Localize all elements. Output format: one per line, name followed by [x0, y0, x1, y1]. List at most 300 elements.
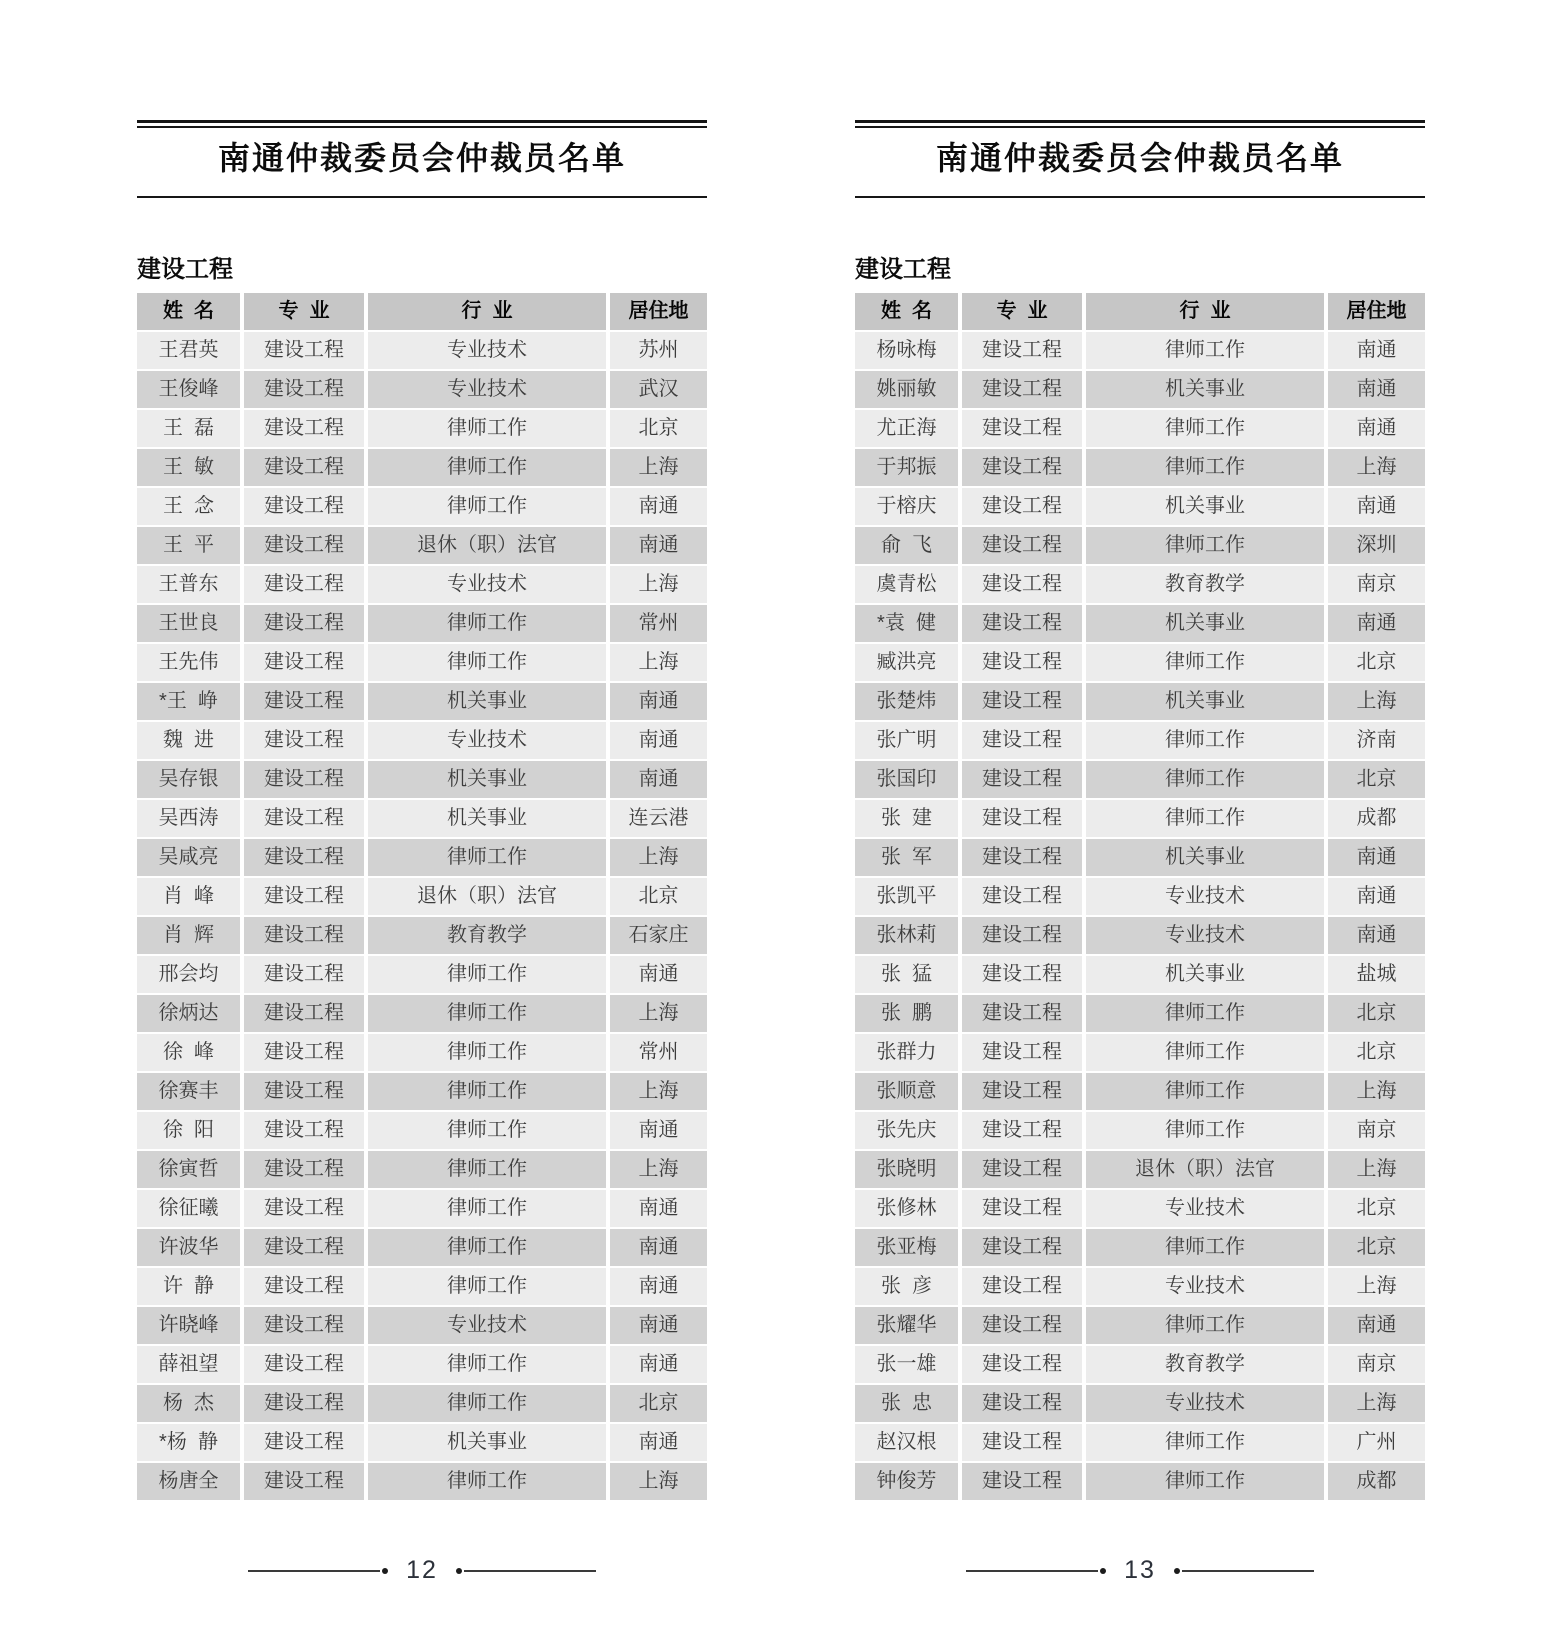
table-cell: 机关事业 [1086, 371, 1324, 408]
table-cell: 上海 [1328, 449, 1425, 486]
table-cell: 专业技术 [368, 371, 606, 408]
table-cell: 上海 [1328, 1385, 1425, 1422]
table-cell: 建设工程 [962, 566, 1082, 603]
table-cell: 机关事业 [368, 800, 606, 837]
table-cell: 张 猛 [855, 956, 958, 993]
table-cell: 杨咏梅 [855, 332, 958, 369]
table-cell: 张凯平 [855, 878, 958, 915]
table-cell: 律师工作 [368, 449, 606, 486]
table-cell: 退休（职）法官 [1086, 1151, 1324, 1188]
table-cell: 建设工程 [962, 800, 1082, 837]
table-cell: 尤正海 [855, 410, 958, 447]
page-footer [137, 1556, 707, 1585]
table-row [855, 1307, 1425, 1344]
table-cell: 律师工作 [368, 410, 606, 447]
table-cell: 南通 [1328, 839, 1425, 876]
table-cell: 建设工程 [962, 1346, 1082, 1383]
table-cell: 建设工程 [244, 1424, 364, 1461]
table-cell: 肖 峰 [137, 878, 240, 915]
table-row [855, 1346, 1425, 1383]
footer-right-dot [456, 1568, 462, 1574]
table-cell: 许 静 [137, 1268, 240, 1305]
table-cell: 建设工程 [244, 1073, 364, 1110]
table-cell: 张 鹏 [855, 995, 958, 1032]
table-cell: 北京 [1328, 1034, 1425, 1071]
table-cell: 律师工作 [368, 995, 606, 1032]
column-header: 姓 名 [137, 293, 240, 330]
table-cell: 南通 [610, 722, 707, 759]
table-cell: 建设工程 [962, 1385, 1082, 1422]
table-cell: *王 峥 [137, 683, 240, 720]
table-cell: 律师工作 [1086, 449, 1324, 486]
table-cell: 王先伟 [137, 644, 240, 681]
table-cell: 臧洪亮 [855, 644, 958, 681]
table-cell: 南通 [610, 761, 707, 798]
table-row [137, 449, 707, 486]
table-row [137, 761, 707, 798]
table-cell: 律师工作 [1086, 1112, 1324, 1149]
table-cell: 建设工程 [244, 917, 364, 954]
table-cell: 律师工作 [1086, 1073, 1324, 1110]
footer-left-line [248, 1570, 380, 1572]
table-cell: 建设工程 [244, 956, 364, 993]
table-row [855, 878, 1425, 915]
table-cell: 南通 [610, 1268, 707, 1305]
table-cell: 建设工程 [244, 332, 364, 369]
table-cell: 王 念 [137, 488, 240, 525]
table-row [855, 410, 1425, 447]
table-cell: 南通 [1328, 332, 1425, 369]
table-cell: 建设工程 [244, 1112, 364, 1149]
table-cell: 教育教学 [368, 917, 606, 954]
table-cell: 建设工程 [244, 410, 364, 447]
table-row [855, 488, 1425, 525]
table-cell: 建设工程 [962, 1073, 1082, 1110]
table-cell: 王君英 [137, 332, 240, 369]
table-cell: 北京 [1328, 644, 1425, 681]
table-cell: 王 平 [137, 527, 240, 564]
table-row [137, 995, 707, 1032]
table-cell: 机关事业 [368, 683, 606, 720]
table-cell: 南通 [610, 1229, 707, 1266]
table-cell: 南通 [610, 956, 707, 993]
table-cell: 专业技术 [1086, 1190, 1324, 1227]
table-cell: 建设工程 [244, 1463, 364, 1500]
table-cell: 常州 [610, 605, 707, 642]
table-cell: 南通 [1328, 488, 1425, 525]
table-cell: 徐炳达 [137, 995, 240, 1032]
table-cell: 北京 [610, 1385, 707, 1422]
table-cell: 张 彦 [855, 1268, 958, 1305]
table-cell: *袁 健 [855, 605, 958, 642]
table-cell: 建设工程 [244, 839, 364, 876]
table-cell: 南通 [1328, 410, 1425, 447]
table-cell: 建设工程 [962, 1307, 1082, 1344]
table-cell: 赵汉根 [855, 1424, 958, 1461]
table-cell: 建设工程 [962, 1034, 1082, 1071]
table-cell: 律师工作 [368, 1112, 606, 1149]
table-cell: 南京 [1328, 1346, 1425, 1383]
table-cell: 南通 [610, 683, 707, 720]
table-cell: 退休（职）法官 [368, 527, 606, 564]
table-cell: 律师工作 [1086, 1034, 1324, 1071]
table-cell: 张修林 [855, 1190, 958, 1227]
table-cell: 王俊峰 [137, 371, 240, 408]
table-cell: 建设工程 [962, 956, 1082, 993]
table-cell: 建设工程 [244, 1268, 364, 1305]
table-cell: 王 敏 [137, 449, 240, 486]
table-cell: 专业技术 [1086, 1385, 1324, 1422]
footer-right-dot [1174, 1568, 1180, 1574]
table-cell: 北京 [1328, 1190, 1425, 1227]
table-row [137, 878, 707, 915]
table-cell: 建设工程 [244, 605, 364, 642]
table-cell: 机关事业 [1086, 488, 1324, 525]
table-cell: 张 建 [855, 800, 958, 837]
table-cell: 上海 [610, 1151, 707, 1188]
footer-right-line [464, 1570, 596, 1572]
table-row [137, 410, 707, 447]
table-row [137, 1190, 707, 1227]
table-cell: 律师工作 [1086, 722, 1324, 759]
table-cell: 律师工作 [368, 1151, 606, 1188]
table-cell: 常州 [610, 1034, 707, 1071]
table-cell: 建设工程 [962, 605, 1082, 642]
table-cell: 张 军 [855, 839, 958, 876]
table-row [137, 722, 707, 759]
footer-left-dot [1100, 1568, 1106, 1574]
table-cell: 张林莉 [855, 917, 958, 954]
table-cell: 上海 [610, 566, 707, 603]
table-row [855, 722, 1425, 759]
table-cell: 南通 [610, 1424, 707, 1461]
table-cell: 律师工作 [368, 1034, 606, 1071]
table-row [137, 488, 707, 525]
table-row [855, 1424, 1425, 1461]
table-cell: 机关事业 [1086, 956, 1324, 993]
table-row [855, 683, 1425, 720]
table-cell: 南通 [610, 1112, 707, 1149]
table-cell: 律师工作 [1086, 527, 1324, 564]
table-cell: 律师工作 [368, 605, 606, 642]
table-row [855, 956, 1425, 993]
table-row [855, 644, 1425, 681]
header-single-rule [137, 196, 707, 198]
table-row [137, 1151, 707, 1188]
table-row [137, 1463, 707, 1500]
table-cell: 教育教学 [1086, 566, 1324, 603]
table-cell: 上海 [1328, 1151, 1425, 1188]
table-cell: 广州 [1328, 1424, 1425, 1461]
table-row [855, 1385, 1425, 1422]
table-cell: 姚丽敏 [855, 371, 958, 408]
table-row [855, 1151, 1425, 1188]
table-cell: 张晓明 [855, 1151, 958, 1188]
table-cell: 建设工程 [244, 995, 364, 1032]
column-header: 姓 名 [855, 293, 958, 330]
table-cell: 教育教学 [1086, 1346, 1324, 1383]
table-cell: 建设工程 [244, 1385, 364, 1422]
table-row [855, 1034, 1425, 1071]
table-cell: 深圳 [1328, 527, 1425, 564]
table-cell: 成都 [1328, 1463, 1425, 1500]
table-cell: 建设工程 [244, 800, 364, 837]
column-header: 专 业 [962, 293, 1082, 330]
table-row [137, 527, 707, 564]
table-row [855, 1229, 1425, 1266]
table-cell: 张先庆 [855, 1112, 958, 1149]
table-row [137, 644, 707, 681]
table-cell: 专业技术 [1086, 1268, 1324, 1305]
page-title: 南通仲裁委员会仲裁员名单 [217, 140, 626, 176]
book-page-right [855, 0, 1425, 1585]
header-single-rule [855, 196, 1425, 198]
table-cell: 许波华 [137, 1229, 240, 1266]
table-cell: 钟俊芳 [855, 1463, 958, 1500]
table-cell: 南通 [610, 488, 707, 525]
table-cell: 机关事业 [1086, 605, 1324, 642]
table-cell: 律师工作 [1086, 644, 1324, 681]
table-cell: 张 忠 [855, 1385, 958, 1422]
table-cell: 建设工程 [244, 761, 364, 798]
table-cell: 徐 阳 [137, 1112, 240, 1149]
table-cell: 上海 [610, 644, 707, 681]
table-cell: 建设工程 [244, 1034, 364, 1071]
table-cell: 张广明 [855, 722, 958, 759]
page-number: 13 [1124, 1556, 1156, 1584]
table-row [855, 605, 1425, 642]
table-cell: 南通 [610, 1190, 707, 1227]
table-cell: 南通 [1328, 605, 1425, 642]
table-cell: 上海 [610, 1463, 707, 1500]
table-cell: 成都 [1328, 800, 1425, 837]
table-cell: 北京 [1328, 995, 1425, 1032]
table-cell: 专业技术 [1086, 878, 1324, 915]
table-row [137, 566, 707, 603]
table-row [137, 1424, 707, 1461]
table-row [137, 332, 707, 369]
table-cell: 张一雄 [855, 1346, 958, 1383]
table-cell: 建设工程 [962, 371, 1082, 408]
table-cell: 徐寅哲 [137, 1151, 240, 1188]
book-page-left [137, 0, 707, 1585]
table-cell: 南京 [1328, 1112, 1425, 1149]
table-row [137, 1112, 707, 1149]
table-cell: 济南 [1328, 722, 1425, 759]
table-cell: 律师工作 [368, 956, 606, 993]
table-row [137, 683, 707, 720]
table-cell: 北京 [1328, 1229, 1425, 1266]
table-cell: 上海 [1328, 683, 1425, 720]
table-cell: 建设工程 [244, 566, 364, 603]
table-cell: 专业技术 [368, 1307, 606, 1344]
table-cell: 南通 [1328, 917, 1425, 954]
table-cell: 建设工程 [962, 683, 1082, 720]
table-row [855, 527, 1425, 564]
table-cell: 虞青松 [855, 566, 958, 603]
table-cell: 专业技术 [368, 722, 606, 759]
table-cell: 建设工程 [962, 488, 1082, 525]
table-row [137, 1385, 707, 1422]
table-cell: 建设工程 [244, 1190, 364, 1227]
table-cell: 北京 [610, 410, 707, 447]
table-row [137, 917, 707, 954]
table-cell: 建设工程 [962, 449, 1082, 486]
arbitrator-table [855, 293, 1425, 1500]
table-cell: 律师工作 [1086, 995, 1324, 1032]
table-cell: 建设工程 [962, 1268, 1082, 1305]
table-cell: 律师工作 [1086, 1307, 1324, 1344]
table-cell: 建设工程 [962, 1229, 1082, 1266]
table-cell: 专业技术 [368, 566, 606, 603]
table-cell: 苏州 [610, 332, 707, 369]
table-cell: 上海 [610, 995, 707, 1032]
table-cell: 武汉 [610, 371, 707, 408]
table-cell: 建设工程 [962, 1463, 1082, 1500]
table-cell: *杨 静 [137, 1424, 240, 1461]
section-heading: 建设工程 [855, 256, 951, 283]
table-row [137, 1229, 707, 1266]
table-cell: 建设工程 [962, 995, 1082, 1032]
table-cell: 建设工程 [962, 1190, 1082, 1227]
table-row [855, 332, 1425, 369]
table-row [137, 1268, 707, 1305]
table-cell: 律师工作 [368, 1268, 606, 1305]
table-row [137, 1073, 707, 1110]
table-cell: 吴咸亮 [137, 839, 240, 876]
table-cell: 建设工程 [244, 1346, 364, 1383]
column-header: 行 业 [1086, 293, 1324, 330]
table-row [137, 800, 707, 837]
table-row [855, 761, 1425, 798]
table-row [855, 566, 1425, 603]
table-cell: 北京 [610, 878, 707, 915]
table-cell: 专业技术 [1086, 917, 1324, 954]
table-cell: 吴西涛 [137, 800, 240, 837]
table-cell: 南通 [1328, 371, 1425, 408]
table-cell: 邢会均 [137, 956, 240, 993]
table-cell: 南通 [610, 1346, 707, 1383]
table-cell: 建设工程 [962, 761, 1082, 798]
table-cell: 张楚炜 [855, 683, 958, 720]
table-cell: 南通 [610, 1307, 707, 1344]
table-cell: 上海 [610, 449, 707, 486]
table-cell: 建设工程 [962, 722, 1082, 759]
table-cell: 退休（职）法官 [368, 878, 606, 915]
table-cell: 律师工作 [368, 1073, 606, 1110]
arbitrator-table [137, 293, 707, 1500]
table-cell: 律师工作 [1086, 410, 1324, 447]
table-cell: 专业技术 [368, 332, 606, 369]
table-cell: 吴存银 [137, 761, 240, 798]
table-cell: 建设工程 [962, 917, 1082, 954]
footer-left-line [966, 1570, 1098, 1572]
table-cell: 律师工作 [368, 1385, 606, 1422]
table-row [855, 371, 1425, 408]
table-cell: 建设工程 [962, 1424, 1082, 1461]
table-cell: 徐征曦 [137, 1190, 240, 1227]
table-cell: 建设工程 [244, 683, 364, 720]
table-cell: 律师工作 [368, 1229, 606, 1266]
table-row [855, 1073, 1425, 1110]
header-double-rule [137, 120, 707, 128]
table-cell: 建设工程 [962, 1112, 1082, 1149]
table-cell: 建设工程 [244, 644, 364, 681]
table-cell: 南通 [610, 527, 707, 564]
table-cell: 张亚梅 [855, 1229, 958, 1266]
table-cell: 于邦振 [855, 449, 958, 486]
table-cell: 律师工作 [1086, 761, 1324, 798]
table-row [855, 449, 1425, 486]
table-cell: 机关事业 [1086, 683, 1324, 720]
table-cell: 魏 进 [137, 722, 240, 759]
table-cell: 律师工作 [368, 644, 606, 681]
table-cell: 律师工作 [1086, 800, 1324, 837]
section-heading: 建设工程 [137, 256, 233, 283]
table-cell: 南通 [1328, 878, 1425, 915]
table-cell: 建设工程 [244, 1151, 364, 1188]
table-cell: 机关事业 [368, 1424, 606, 1461]
table-row [855, 1268, 1425, 1305]
table-cell: 王普东 [137, 566, 240, 603]
table-cell: 南通 [1328, 1307, 1425, 1344]
table-cell: 盐城 [1328, 956, 1425, 993]
table-cell: 张国印 [855, 761, 958, 798]
table-cell: 律师工作 [368, 1346, 606, 1383]
table-cell: 建设工程 [962, 332, 1082, 369]
table-cell: 建设工程 [244, 527, 364, 564]
table-row [137, 839, 707, 876]
table-cell: 肖 辉 [137, 917, 240, 954]
table-cell: 薛祖望 [137, 1346, 240, 1383]
header-double-rule [855, 120, 1425, 128]
table-cell: 律师工作 [368, 488, 606, 525]
table-header-row [137, 293, 707, 330]
table-row [855, 917, 1425, 954]
table-cell: 王 磊 [137, 410, 240, 447]
table-row [137, 371, 707, 408]
page-title: 南通仲裁委员会仲裁员名单 [935, 140, 1344, 176]
table-cell: 王世良 [137, 605, 240, 642]
table-cell: 律师工作 [1086, 1463, 1324, 1500]
footer-left-dot [382, 1568, 388, 1574]
table-cell: 建设工程 [244, 488, 364, 525]
table-cell: 上海 [610, 1073, 707, 1110]
table-row [855, 1190, 1425, 1227]
table-cell: 徐 峰 [137, 1034, 240, 1071]
table-cell: 律师工作 [1086, 1424, 1324, 1461]
column-header: 专 业 [244, 293, 364, 330]
table-cell: 上海 [610, 839, 707, 876]
page-footer [855, 1556, 1425, 1585]
table-cell: 律师工作 [368, 1190, 606, 1227]
table-row [855, 1463, 1425, 1500]
table-cell: 上海 [1328, 1268, 1425, 1305]
table-cell: 于榕庆 [855, 488, 958, 525]
table-cell: 机关事业 [368, 761, 606, 798]
table-cell: 建设工程 [244, 1307, 364, 1344]
table-cell: 建设工程 [244, 371, 364, 408]
table-cell: 建设工程 [962, 839, 1082, 876]
table-row [137, 1034, 707, 1071]
table-cell: 建设工程 [962, 878, 1082, 915]
table-cell: 上海 [1328, 1073, 1425, 1110]
table-row [855, 995, 1425, 1032]
table-cell: 南京 [1328, 566, 1425, 603]
table-cell: 徐赛丰 [137, 1073, 240, 1110]
table-cell: 杨 杰 [137, 1385, 240, 1422]
table-cell: 北京 [1328, 761, 1425, 798]
